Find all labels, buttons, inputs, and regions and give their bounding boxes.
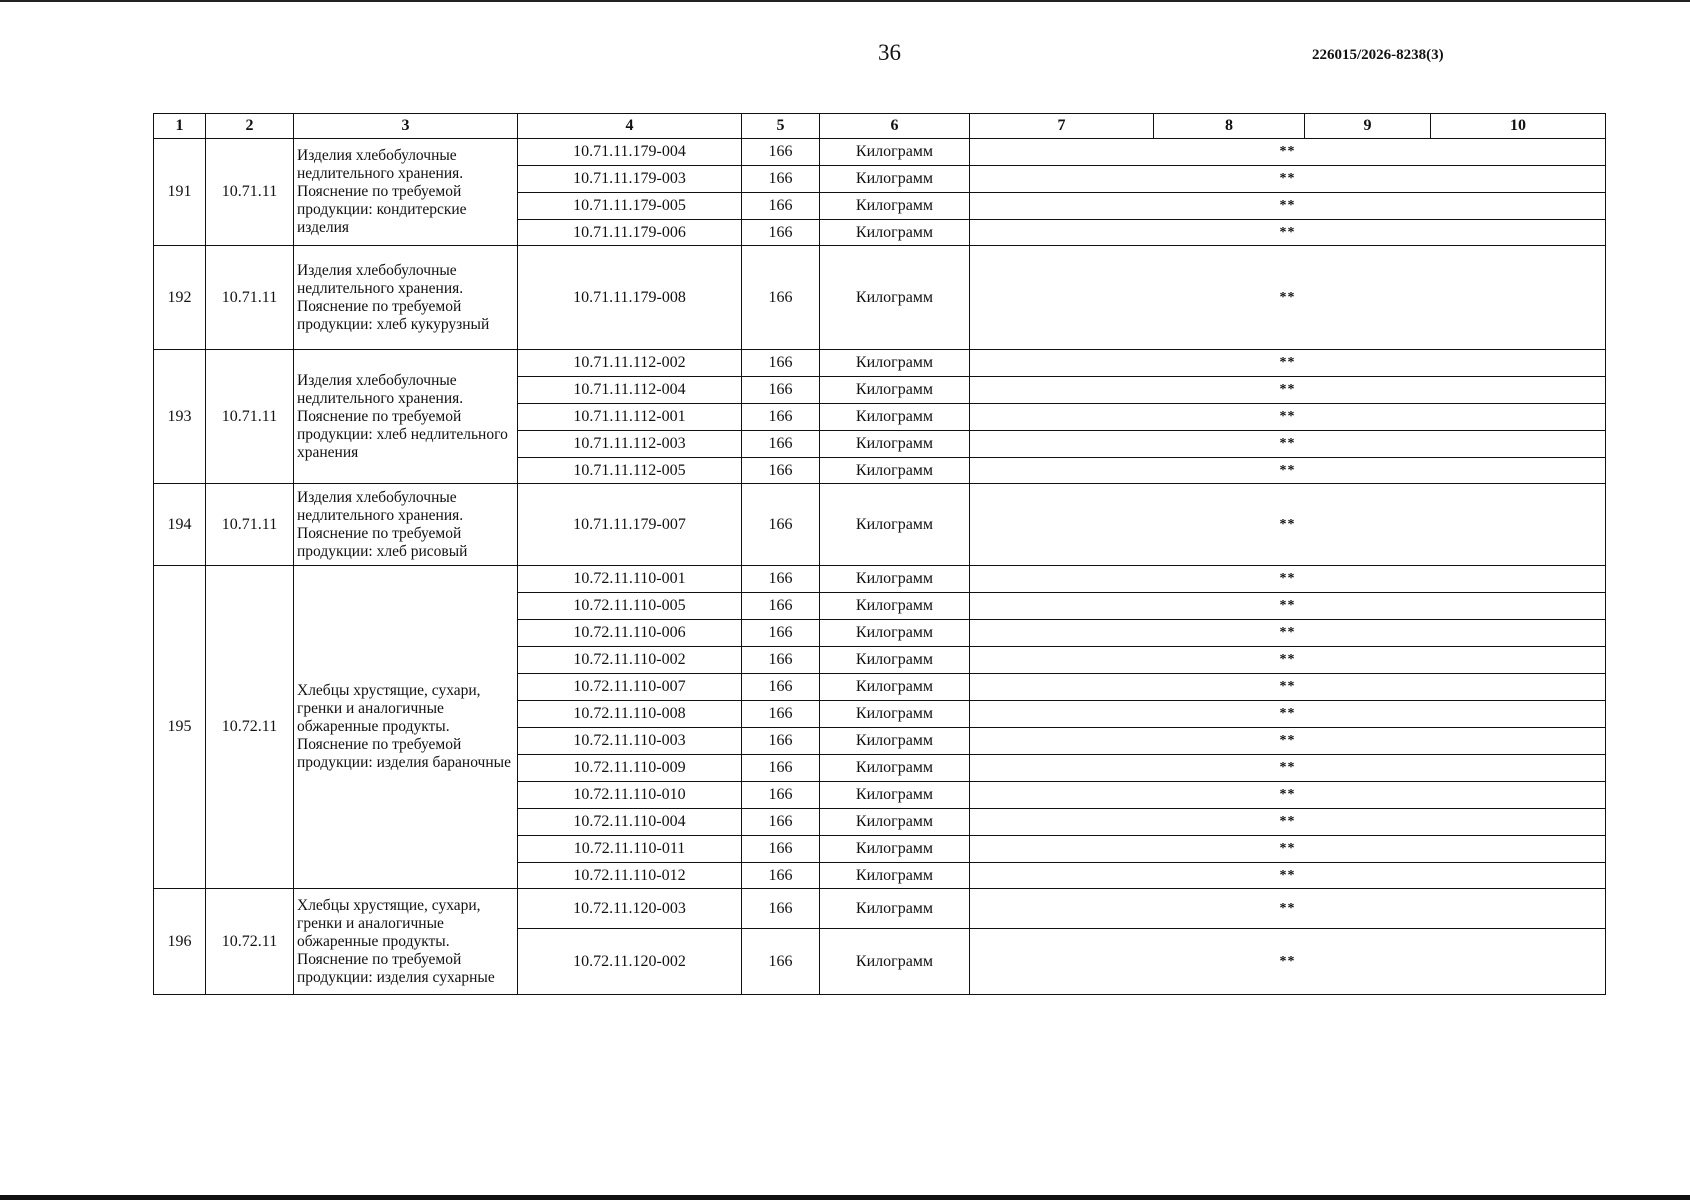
table-body	[154, 139, 1606, 995]
unit-name: Килограмм	[820, 701, 970, 728]
okei-code: 166	[742, 674, 820, 701]
ktru-code: 10.71.11.179-004	[518, 139, 742, 166]
unit-name: Килограмм	[820, 929, 970, 995]
okei-code: 166	[742, 929, 820, 995]
okpd2-code: 10.72.11	[206, 889, 294, 995]
okei-code: 166	[742, 782, 820, 809]
scan-top-border	[0, 0, 1690, 2]
okpd2-code: 10.72.11	[206, 566, 294, 889]
okei-code: 166	[742, 620, 820, 647]
masked-value: **	[970, 647, 1606, 674]
masked-value: **	[970, 431, 1606, 458]
unit-name: Килограмм	[820, 139, 970, 166]
okei-code: 166	[742, 139, 820, 166]
unit-name: Килограмм	[820, 728, 970, 755]
masked-value: **	[970, 350, 1606, 377]
table-row	[154, 566, 1606, 593]
unit-name: Килограмм	[820, 889, 970, 929]
okpd2-code: 10.71.11	[206, 246, 294, 350]
ktru-code: 10.71.11.179-005	[518, 193, 742, 220]
masked-value: **	[970, 484, 1606, 566]
product-description: Изделия хлебобулочные недлительного хранения. Пояснение по требуемой продукции: хлеб недлительного хранения	[294, 350, 518, 484]
masked-value: **	[970, 166, 1606, 193]
ktru-code: 10.72.11.110-004	[518, 809, 742, 836]
masked-value: **	[970, 755, 1606, 782]
unit-name: Килограмм	[820, 220, 970, 246]
masked-value: **	[970, 566, 1606, 593]
okei-code: 166	[742, 566, 820, 593]
row-number: 195	[154, 566, 206, 889]
masked-value: **	[970, 809, 1606, 836]
column-header: 4	[518, 114, 742, 139]
okei-code: 166	[742, 593, 820, 620]
ktru-code: 10.72.11.120-002	[518, 929, 742, 995]
ktru-code: 10.72.11.110-006	[518, 620, 742, 647]
ktru-code: 10.71.11.112-002	[518, 350, 742, 377]
table-row	[154, 139, 1606, 166]
product-description: Изделия хлебобулочные недлительного хранения. Пояснение по требуемой продукции: хлеб кукурузный	[294, 246, 518, 350]
masked-value: **	[970, 220, 1606, 246]
masked-value: **	[970, 193, 1606, 220]
ktru-code: 10.71.11.112-001	[518, 404, 742, 431]
column-header: 7	[970, 114, 1154, 139]
unit-name: Килограмм	[820, 647, 970, 674]
okei-code: 166	[742, 647, 820, 674]
unit-name: Килограмм	[820, 431, 970, 458]
okei-code: 166	[742, 889, 820, 929]
okei-code: 166	[742, 246, 820, 350]
masked-value: **	[970, 836, 1606, 863]
ktru-code: 10.71.11.179-003	[518, 166, 742, 193]
ktru-code: 10.72.11.110-011	[518, 836, 742, 863]
masked-value: **	[970, 139, 1606, 166]
row-number: 192	[154, 246, 206, 350]
masked-value: **	[970, 377, 1606, 404]
column-header: 8	[1154, 114, 1305, 139]
unit-name: Килограмм	[820, 246, 970, 350]
ktru-code: 10.72.11.110-010	[518, 782, 742, 809]
okei-code: 166	[742, 863, 820, 889]
ktru-code: 10.72.11.110-008	[518, 701, 742, 728]
product-description: Хлебцы хрустящие, сухари, гренки и аналогичные обжаренные продукты. Пояснение по требуемой продукции: изделия бараночные	[294, 566, 518, 889]
unit-name: Килограмм	[820, 350, 970, 377]
ktru-code: 10.71.11.112-005	[518, 458, 742, 484]
page-number: 36	[878, 40, 901, 65]
unit-name: Килограмм	[820, 620, 970, 647]
ktru-code: 10.72.11.110-002	[518, 647, 742, 674]
okei-code: 166	[742, 809, 820, 836]
masked-value: **	[970, 620, 1606, 647]
masked-value: **	[970, 701, 1606, 728]
okei-code: 166	[742, 220, 820, 246]
row-number: 196	[154, 889, 206, 995]
ktru-code: 10.72.11.110-012	[518, 863, 742, 889]
okei-code: 166	[742, 166, 820, 193]
okpd2-code: 10.71.11	[206, 350, 294, 484]
unit-name: Килограмм	[820, 458, 970, 484]
unit-name: Килограмм	[820, 193, 970, 220]
product-description: Хлебцы хрустящие, сухари, гренки и аналогичные обжаренные продукты. Пояснение по требуемой продукции: изделия сухарные	[294, 889, 518, 995]
table-row	[154, 484, 1606, 566]
unit-name: Килограмм	[820, 404, 970, 431]
ktru-code: 10.72.11.110-003	[518, 728, 742, 755]
okei-code: 166	[742, 755, 820, 782]
unit-name: Килограмм	[820, 166, 970, 193]
masked-value: **	[970, 929, 1606, 995]
masked-value: **	[970, 458, 1606, 484]
unit-name: Килограмм	[820, 593, 970, 620]
masked-value: **	[970, 728, 1606, 755]
okei-code: 166	[742, 484, 820, 566]
ktru-code: 10.72.11.110-007	[518, 674, 742, 701]
ktru-code: 10.72.11.110-009	[518, 755, 742, 782]
document-number: 226015/2026-8238(3)	[1312, 47, 1444, 63]
okei-code: 166	[742, 193, 820, 220]
product-description: Изделия хлебобулочные недлительного хранения. Пояснение по требуемой продукции: кондитерские изделия	[294, 139, 518, 246]
column-header: 9	[1305, 114, 1431, 139]
table-row	[154, 246, 1606, 350]
column-header: 6	[820, 114, 970, 139]
products-table	[153, 113, 1606, 995]
table-row	[154, 889, 1606, 929]
column-number-row	[154, 114, 1606, 139]
unit-name: Килограмм	[820, 809, 970, 836]
masked-value: **	[970, 404, 1606, 431]
column-header: 5	[742, 114, 820, 139]
row-number: 194	[154, 484, 206, 566]
ktru-code: 10.71.11.112-004	[518, 377, 742, 404]
scan-bottom-border	[0, 1195, 1690, 1200]
okei-code: 166	[742, 728, 820, 755]
column-header: 2	[206, 114, 294, 139]
unit-name: Килограмм	[820, 863, 970, 889]
unit-name: Килограмм	[820, 484, 970, 566]
okei-code: 166	[742, 701, 820, 728]
okei-code: 166	[742, 431, 820, 458]
column-header: 1	[154, 114, 206, 139]
ktru-code: 10.72.11.120-003	[518, 889, 742, 929]
table-row	[154, 350, 1606, 377]
row-number: 191	[154, 139, 206, 246]
masked-value: **	[970, 782, 1606, 809]
okei-code: 166	[742, 350, 820, 377]
unit-name: Килограмм	[820, 755, 970, 782]
unit-name: Килограмм	[820, 674, 970, 701]
column-header: 10	[1431, 114, 1606, 139]
ktru-code: 10.72.11.110-001	[518, 566, 742, 593]
unit-name: Килограмм	[820, 782, 970, 809]
ktru-code: 10.71.11.179-007	[518, 484, 742, 566]
ktru-code: 10.71.11.112-003	[518, 431, 742, 458]
okei-code: 166	[742, 836, 820, 863]
okei-code: 166	[742, 404, 820, 431]
masked-value: **	[970, 593, 1606, 620]
masked-value: **	[970, 889, 1606, 929]
masked-value: **	[970, 674, 1606, 701]
okei-code: 166	[742, 458, 820, 484]
okei-code: 166	[742, 377, 820, 404]
masked-value: **	[970, 246, 1606, 350]
ktru-code: 10.71.11.179-006	[518, 220, 742, 246]
masked-value: **	[970, 863, 1606, 889]
row-number: 193	[154, 350, 206, 484]
unit-name: Килограмм	[820, 836, 970, 863]
ktru-code: 10.71.11.179-008	[518, 246, 742, 350]
product-description: Изделия хлебобулочные недлительного хранения. Пояснение по требуемой продукции: хлеб рисовый	[294, 484, 518, 566]
unit-name: Килограмм	[820, 377, 970, 404]
column-header: 3	[294, 114, 518, 139]
unit-name: Килограмм	[820, 566, 970, 593]
okpd2-code: 10.71.11	[206, 139, 294, 246]
ktru-code: 10.72.11.110-005	[518, 593, 742, 620]
okpd2-code: 10.71.11	[206, 484, 294, 566]
